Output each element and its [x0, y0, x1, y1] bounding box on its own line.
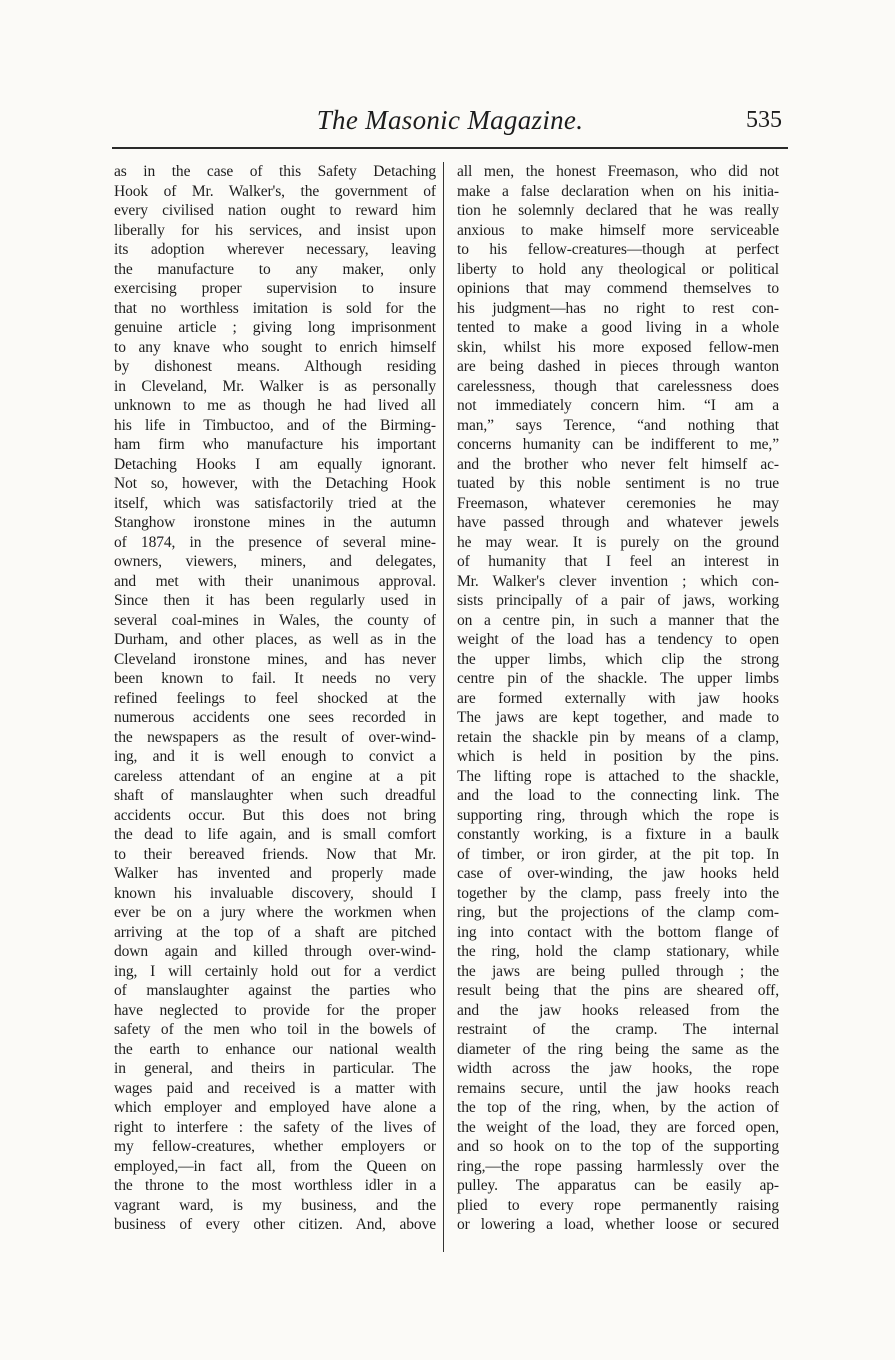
text-line: unknown to me as though he had lived all [114, 397, 436, 414]
text-line: genuine article ; giving long imprisonment [114, 319, 436, 336]
text-line: weight of the load has a tendency to open [457, 631, 779, 648]
text-line: several coal-mines in Wales, the county of [114, 611, 436, 629]
text-line: the throne to the most worthless idler in a [114, 1177, 436, 1194]
text-line: which employer and employed have alone a [114, 1099, 436, 1116]
text-line: plied to every rope permanently raising [457, 1196, 779, 1214]
text-line: of 1874, in the presence of several mine- [114, 533, 436, 551]
text-line: ever be on a jury where the workmen when [114, 904, 436, 921]
text-line: and the jaw hooks released from the [457, 1001, 779, 1019]
text-line: constantly working, is a fixture in a baulk [457, 826, 779, 843]
text-line: make a false declaration when on his initia- [457, 182, 779, 200]
text-line: Durham, and other places, as well as in the [114, 631, 436, 648]
text-line: he may wear. It is purely on the ground [457, 533, 779, 551]
text-line: in general, and theirs in particular. The [114, 1060, 436, 1077]
text-line: to any knave who sought to enrich himself [114, 338, 436, 356]
text-line: his life in Timbuctoo, and of the Birming- [114, 416, 436, 434]
text-line: the ring, hold the clamp stationary, while [457, 943, 779, 960]
text-line: of manslaughter against the parties who [114, 982, 436, 999]
text-line: the newspapers as the result of over-wind- [114, 728, 436, 746]
text-line: owners, viewers, miners, and delegates, [114, 553, 436, 570]
text-line: ring,—the rope passing harmlessly over the [457, 1157, 779, 1175]
text-line: supporting ring, through which the rope is [457, 806, 779, 824]
text-line: restraint of the cramp. The internal [457, 1021, 779, 1038]
text-line: tion he solemnly declared that he was really [457, 202, 779, 219]
text-line: tented to make a good living in a whole [457, 319, 779, 336]
text-line: business of every other citizen. And, above [114, 1216, 436, 1233]
text-line: pulley. The apparatus can be easily ap- [457, 1177, 779, 1194]
text-line: case of over-winding, the jaw hooks held [457, 865, 779, 882]
text-line: by dishonest means. Although residing [114, 358, 436, 375]
column-divider [443, 162, 444, 1252]
text-line: all men, the honest Freemason, who did not [457, 163, 779, 180]
text-line: the dead to life again, and is small comfort [114, 826, 436, 843]
text-line: opinions that may commend themselves to [457, 280, 779, 297]
text-line: known his invaluable discovery, should I [114, 884, 436, 902]
text-line: Detaching Hooks I am equally ignorant. [114, 455, 436, 473]
text-line: Walker has invented and properly made [114, 865, 436, 882]
text-line: that no worthless imitation is sold for the [114, 299, 436, 317]
text-line: have passed through and whatever jewels [457, 514, 779, 531]
text-line: to his fellow-creatures—though at perfect [457, 241, 779, 258]
text-line: carelessness, though that carelessness does [457, 377, 779, 395]
text-line: result being that the pins are sheared off, [457, 982, 779, 999]
text-line: as in the case of this Safety Detaching [114, 163, 436, 180]
text-line: liberty to hold any theological or political [457, 260, 779, 278]
text-line: tuated by this noble sentiment is no true [457, 475, 779, 492]
text-line: its adoption wherever necessary, leaving [114, 241, 436, 258]
text-line: anxious to make himself more serviceable [457, 221, 779, 239]
text-line: itself, which was satisfactorily tried at the [114, 494, 436, 512]
text-line: to their bereaved friends. Now that Mr. [114, 845, 436, 863]
text-line: and so hook on to the top of the supporting [457, 1138, 779, 1155]
text-line: The jaws are kept together, and made to [457, 709, 779, 726]
left-column [114, 162, 436, 1235]
text-line: and the load to the connecting link. The [457, 787, 779, 804]
text-line: accidents occur. But this does not bring [114, 806, 436, 824]
text-line: man,” says Terence, “and nothing that [457, 416, 779, 434]
text-line: are formed externally with jaw hooks [457, 689, 779, 707]
text-line: are being dashed in pieces through wanton [457, 358, 779, 375]
text-line: arriving at the top of a shaft are pitched [114, 923, 436, 941]
text-line: of timber, or iron girder, at the pit top. In [457, 845, 779, 863]
text-line: every civilised nation ought to reward him [114, 202, 436, 219]
text-line: my fellow-creatures, whether employers or [114, 1138, 436, 1155]
text-line: or lowering a load, whether loose or secured [457, 1216, 779, 1233]
text-line: concerns humanity can be indifferent to me,” [457, 436, 779, 453]
text-line: have neglected to provide for the proper [114, 1001, 436, 1019]
text-line: diameter of the ring being the same as the [457, 1040, 779, 1058]
right-column [457, 162, 779, 1235]
text-line: ing, I will certainly hold out for a verdict [114, 962, 436, 980]
text-line: right to interfere : the safety of the lives of [114, 1118, 436, 1136]
text-line: the earth to enhance our national wealth [114, 1040, 436, 1058]
text-line: skin, whilst his more exposed fellow-men [457, 338, 779, 356]
text-line: ring, but the projections of the clamp com- [457, 904, 779, 921]
text-line: centre pin of the shackle. The upper limbs [457, 670, 779, 687]
text-line: employed,—in fact all, from the Queen on [114, 1157, 436, 1175]
text-line: remains secure, until the jaw hooks reach [457, 1079, 779, 1097]
text-line: ham firm who manufacture his important [114, 436, 436, 453]
text-line: not immediately concern him. “I am a [457, 397, 779, 414]
text-line: Stanghow ironstone mines in the autumn [114, 514, 436, 531]
text-line: Since then it has been regularly used in [114, 592, 436, 609]
text-line: his judgment—has no right to rest con- [457, 299, 779, 317]
text-line: Hook of Mr. Walker's, the government of [114, 182, 436, 200]
text-line: of humanity that I feel an interest in [457, 553, 779, 570]
text-line: exercising proper supervision to insure [114, 280, 436, 297]
text-line: liberally for his services, and insist upon [114, 221, 436, 239]
page-number: 535 [746, 107, 782, 133]
text-line: and the brother who never felt himself ac- [457, 455, 779, 473]
text-line: careless attendant of an engine at a pit [114, 767, 436, 785]
text-line: safety of the men who toil in the bowels of [114, 1021, 436, 1038]
text-line: and met with their unanimous approval. [114, 572, 436, 590]
text-line: sists principally of a pair of jaws, working [457, 592, 779, 609]
text-line: the manufacture to any maker, only [114, 260, 436, 278]
text-line: ing, and it is well enough to convict a [114, 748, 436, 765]
text-line: wages paid and received is a matter with [114, 1079, 436, 1097]
text-line: Freemason, whatever ceremonies he may [457, 494, 779, 512]
text-line: in Cleveland, Mr. Walker is as personally [114, 377, 436, 395]
text-line: the upper limbs, which clip the strong [457, 650, 779, 668]
text-line: the top of the ring, when, by the action of [457, 1099, 779, 1116]
text-line: retain the shackle pin by means of a clamp, [457, 728, 779, 746]
text-line: together by the clamp, pass freely into the [457, 884, 779, 902]
text-line: Not so, however, with the Detaching Hook [114, 475, 436, 492]
running-head [112, 100, 788, 140]
text-line: ing into contact with the bottom flange of [457, 923, 779, 941]
text-line: the weight of the load, they are forced open, [457, 1118, 779, 1136]
text-line: numerous accidents one sees recorded in [114, 709, 436, 726]
text-line: shaft of manslaughter when such dreadful [114, 787, 436, 804]
text-line: vagrant ward, is my business, and the [114, 1196, 436, 1214]
text-line: Cleveland ironstone mines, and has never [114, 650, 436, 668]
text-line: refined feelings to feel shocked at the [114, 689, 436, 707]
text-line: width across the jaw hooks, the rope [457, 1060, 779, 1077]
text-line: on a centre pin, in such a manner that the [457, 611, 779, 629]
text-line: down again and killed through over-wind- [114, 943, 436, 960]
text-line: the jaws are being pulled through ; the [457, 962, 779, 980]
text-line: Mr. Walker's clever invention ; which con- [457, 572, 779, 590]
running-title: The Masonic Magazine. [316, 105, 584, 135]
header-rule [112, 147, 788, 149]
text-line: been known to fail. It needs no very [114, 670, 436, 687]
text-line: The lifting rope is attached to the shackle, [457, 767, 779, 785]
text-line: which is held in position by the pins. [457, 748, 779, 765]
